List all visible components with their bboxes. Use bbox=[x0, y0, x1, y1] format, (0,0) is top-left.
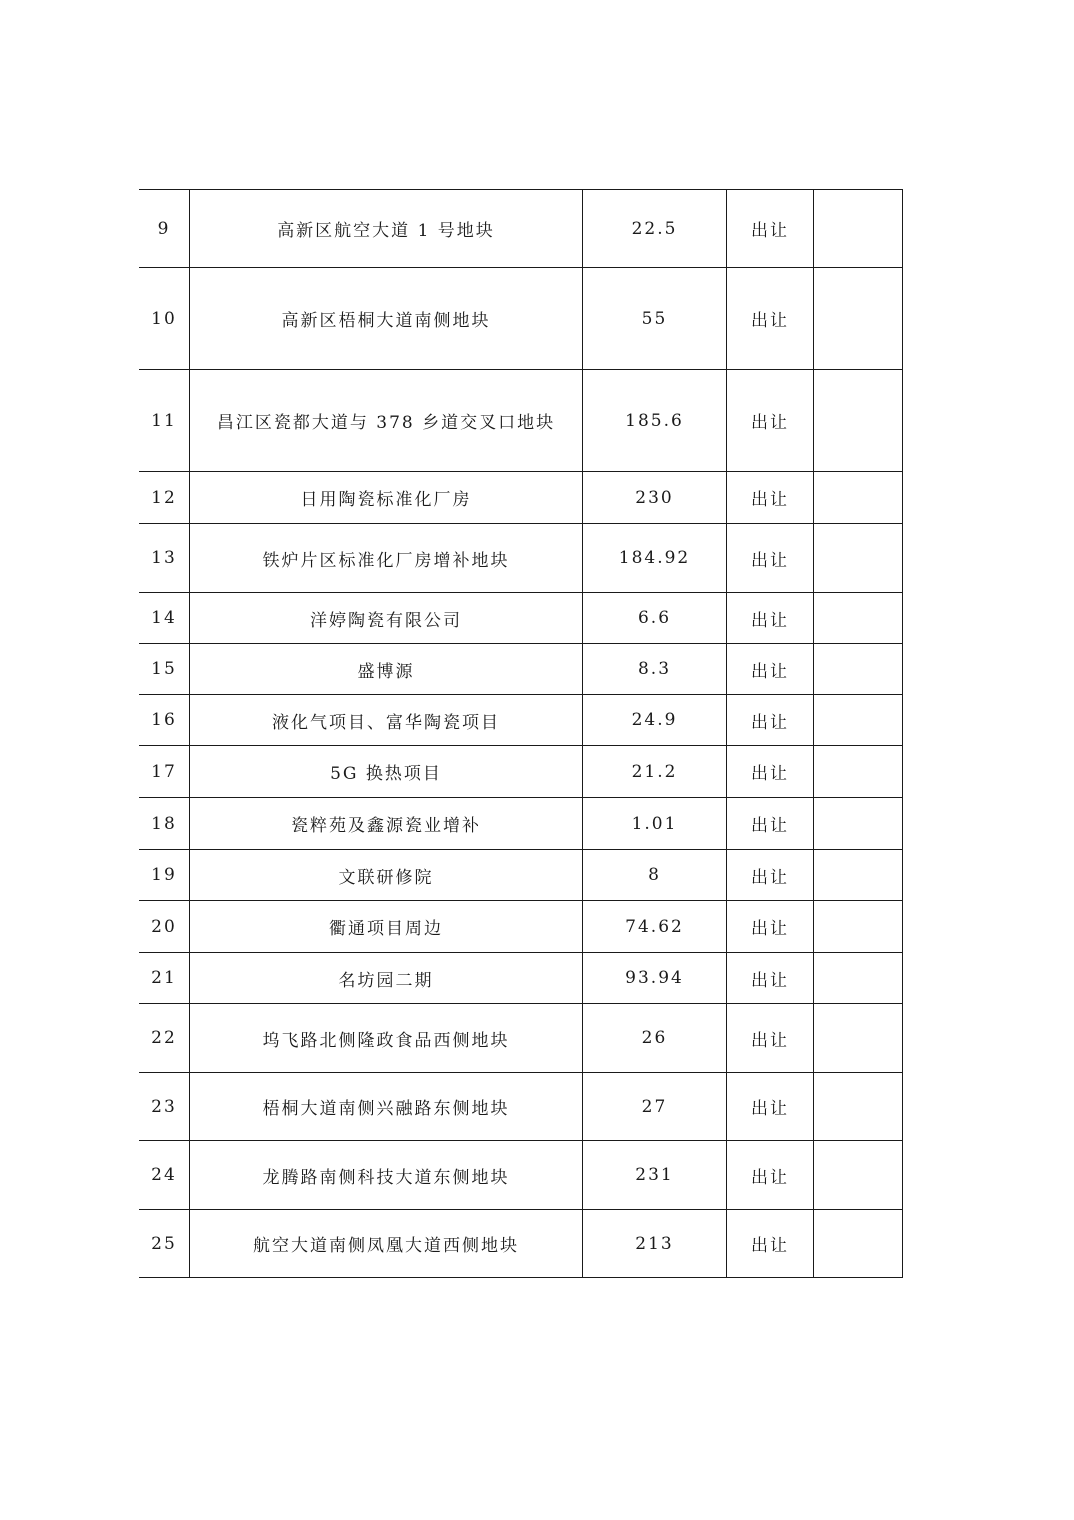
parcel-name-cell: 5G 换热项目 bbox=[190, 746, 583, 798]
supply-mode-cell: 出让 bbox=[727, 695, 814, 746]
supply-mode-cell: 出让 bbox=[727, 1073, 814, 1141]
supply-mode-cell: 出让 bbox=[727, 370, 814, 472]
supply-mode-cell: 出让 bbox=[727, 190, 814, 268]
parcel-name-cell: 瓷粹苑及鑫源瓷业增补 bbox=[190, 798, 583, 850]
table-row bbox=[139, 798, 903, 850]
row-number-cell: 23 bbox=[139, 1073, 190, 1141]
area-cell: 6.6 bbox=[583, 593, 727, 644]
table-row bbox=[139, 1073, 903, 1141]
remarks-cell bbox=[814, 268, 903, 370]
area-cell: 55 bbox=[583, 268, 727, 370]
table-row bbox=[139, 901, 903, 953]
row-number-cell: 12 bbox=[139, 472, 190, 524]
parcel-name-cell: 日用陶瓷标准化厂房 bbox=[190, 472, 583, 524]
supply-mode-cell: 出让 bbox=[727, 644, 814, 695]
supply-mode-cell: 出让 bbox=[727, 746, 814, 798]
row-number-cell: 18 bbox=[139, 798, 190, 850]
parcel-name-cell: 洋婷陶瓷有限公司 bbox=[190, 593, 583, 644]
area-cell: 213 bbox=[583, 1210, 727, 1278]
parcel-name-cell: 高新区航空大道 1 号地块 bbox=[190, 190, 583, 268]
row-number-cell: 14 bbox=[139, 593, 190, 644]
supply-mode-cell: 出让 bbox=[727, 901, 814, 953]
area-cell: 24.9 bbox=[583, 695, 727, 746]
parcel-name-cell: 昌江区瓷都大道与 378 乡道交叉口地块 bbox=[190, 370, 583, 472]
remarks-cell bbox=[814, 1073, 903, 1141]
remarks-cell bbox=[814, 524, 903, 593]
row-number-cell: 16 bbox=[139, 695, 190, 746]
land-parcel-table bbox=[139, 189, 903, 1278]
table-row bbox=[139, 472, 903, 524]
supply-mode-cell: 出让 bbox=[727, 593, 814, 644]
area-cell: 26 bbox=[583, 1004, 727, 1073]
supply-mode-cell: 出让 bbox=[727, 472, 814, 524]
row-number-cell: 22 bbox=[139, 1004, 190, 1073]
row-number-cell: 9 bbox=[139, 190, 190, 268]
remarks-cell bbox=[814, 1004, 903, 1073]
row-number-cell: 10 bbox=[139, 268, 190, 370]
parcel-name-cell: 航空大道南侧凤凰大道西侧地块 bbox=[190, 1210, 583, 1278]
parcel-name-cell: 铁炉片区标准化厂房增补地块 bbox=[190, 524, 583, 593]
area-cell: 185.6 bbox=[583, 370, 727, 472]
supply-mode-cell: 出让 bbox=[727, 1141, 814, 1210]
table-row bbox=[139, 644, 903, 695]
area-cell: 27 bbox=[583, 1073, 727, 1141]
remarks-cell bbox=[814, 644, 903, 695]
supply-mode-cell: 出让 bbox=[727, 1004, 814, 1073]
row-number-cell: 25 bbox=[139, 1210, 190, 1278]
area-cell: 8 bbox=[583, 850, 727, 901]
table-row bbox=[139, 953, 903, 1004]
table-row bbox=[139, 695, 903, 746]
area-cell: 8.3 bbox=[583, 644, 727, 695]
parcel-name-cell: 龙腾路南侧科技大道东侧地块 bbox=[190, 1141, 583, 1210]
remarks-cell bbox=[814, 798, 903, 850]
supply-mode-cell: 出让 bbox=[727, 524, 814, 593]
parcel-name-cell: 高新区梧桐大道南侧地块 bbox=[190, 268, 583, 370]
row-number-cell: 19 bbox=[139, 850, 190, 901]
remarks-cell bbox=[814, 472, 903, 524]
remarks-cell bbox=[814, 901, 903, 953]
row-number-cell: 17 bbox=[139, 746, 190, 798]
table-row bbox=[139, 1004, 903, 1073]
remarks-cell bbox=[814, 190, 903, 268]
parcel-name-cell: 梧桐大道南侧兴融路东侧地块 bbox=[190, 1073, 583, 1141]
remarks-cell bbox=[814, 593, 903, 644]
parcel-name-cell: 液化气项目、富华陶瓷项目 bbox=[190, 695, 583, 746]
table-body bbox=[139, 190, 903, 1278]
area-cell: 22.5 bbox=[583, 190, 727, 268]
parcel-name-cell: 盛博源 bbox=[190, 644, 583, 695]
remarks-cell bbox=[814, 850, 903, 901]
parcel-name-cell: 衢通项目周边 bbox=[190, 901, 583, 953]
row-number-cell: 21 bbox=[139, 953, 190, 1004]
area-cell: 21.2 bbox=[583, 746, 727, 798]
table-row bbox=[139, 1210, 903, 1278]
supply-mode-cell: 出让 bbox=[727, 1210, 814, 1278]
parcel-name-cell: 文联研修院 bbox=[190, 850, 583, 901]
remarks-cell bbox=[814, 1210, 903, 1278]
table-row bbox=[139, 593, 903, 644]
area-cell: 93.94 bbox=[583, 953, 727, 1004]
remarks-cell bbox=[814, 953, 903, 1004]
area-cell: 231 bbox=[583, 1141, 727, 1210]
table-row bbox=[139, 1141, 903, 1210]
remarks-cell bbox=[814, 746, 903, 798]
parcel-name-cell: 名坊园二期 bbox=[190, 953, 583, 1004]
table-row bbox=[139, 746, 903, 798]
row-number-cell: 11 bbox=[139, 370, 190, 472]
supply-mode-cell: 出让 bbox=[727, 953, 814, 1004]
row-number-cell: 20 bbox=[139, 901, 190, 953]
remarks-cell bbox=[814, 1141, 903, 1210]
supply-mode-cell: 出让 bbox=[727, 268, 814, 370]
parcel-name-cell: 坞飞路北侧隆政食品西侧地块 bbox=[190, 1004, 583, 1073]
area-cell: 74.62 bbox=[583, 901, 727, 953]
area-cell: 1.01 bbox=[583, 798, 727, 850]
table-row bbox=[139, 850, 903, 901]
area-cell: 184.92 bbox=[583, 524, 727, 593]
supply-mode-cell: 出让 bbox=[727, 798, 814, 850]
area-cell: 230 bbox=[583, 472, 727, 524]
remarks-cell bbox=[814, 370, 903, 472]
remarks-cell bbox=[814, 695, 903, 746]
row-number-cell: 13 bbox=[139, 524, 190, 593]
row-number-cell: 15 bbox=[139, 644, 190, 695]
row-number-cell: 24 bbox=[139, 1141, 190, 1210]
table-row bbox=[139, 190, 903, 268]
supply-mode-cell: 出让 bbox=[727, 850, 814, 901]
table-row bbox=[139, 524, 903, 593]
table-row bbox=[139, 268, 903, 370]
table-row bbox=[139, 370, 903, 472]
